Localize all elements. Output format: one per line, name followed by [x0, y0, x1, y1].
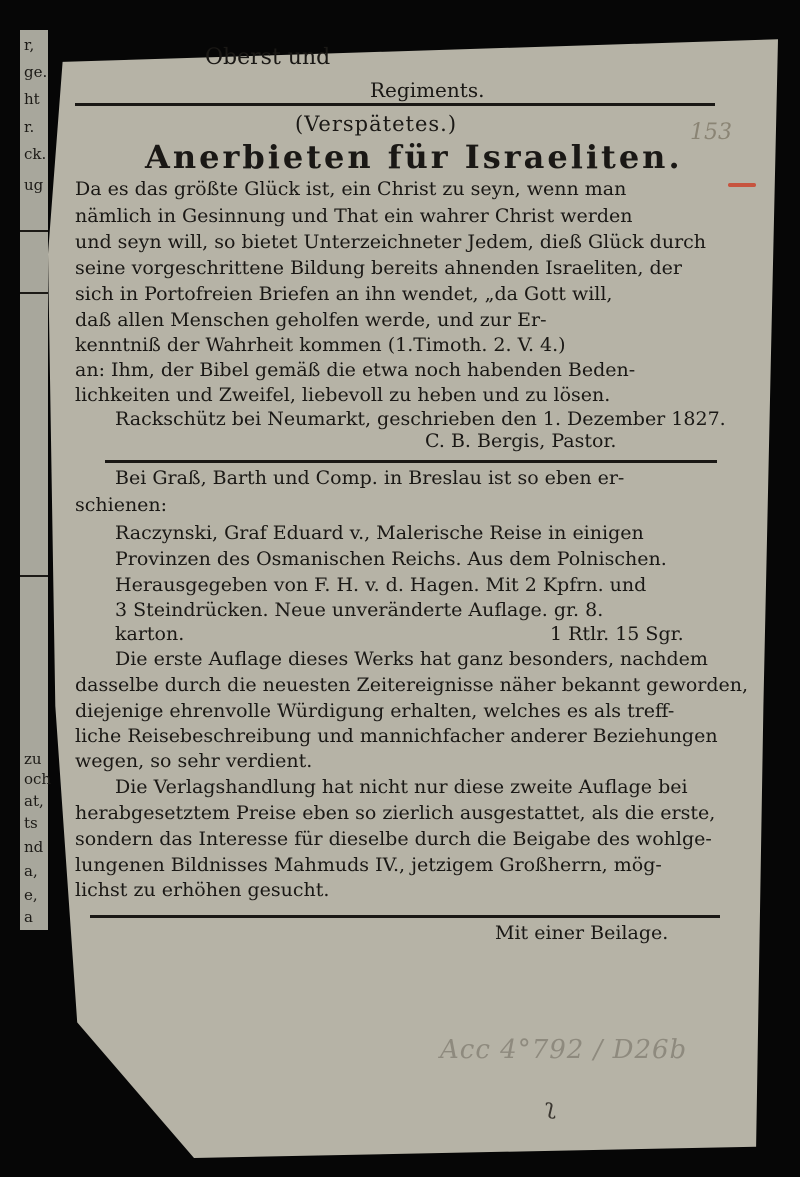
strip-fragment: at,	[24, 792, 44, 810]
adjacent-page-strip	[20, 30, 52, 930]
advert-paragraph-line: diejenige ehrenvolle Würdigung erhalten, welches es als treff-	[75, 700, 675, 722]
notice-headline: Anerbieten für Israeliten.	[145, 138, 683, 176]
book-price: 1 Rtlr. 15 Sgr.	[550, 623, 684, 645]
notice-line: seine vorgeschrittene Bildung bereits ahnenden Israeliten, der	[75, 257, 682, 279]
strip-fragment: ug	[24, 176, 44, 194]
strip-fragment: ht	[24, 90, 40, 108]
advert-paragraph-line: wegen, so sehr verdient.	[75, 750, 313, 772]
strip-fragment: r,	[24, 36, 35, 54]
header-regiments: Regiments.	[370, 78, 485, 102]
notice-signature: C. B. Bergis, Pastor.	[425, 430, 617, 452]
strip-fragment: a	[24, 908, 33, 926]
strip-fragment: e,	[24, 886, 38, 904]
strip-rule	[20, 230, 48, 232]
advert-intro-line: schienen:	[75, 494, 168, 516]
advert-paragraph-line: herabgesetztem Preise eben so zierlich ausgestattet, als die erste,	[75, 802, 716, 824]
page-number: 153	[690, 120, 732, 145]
strip-rule	[20, 575, 48, 577]
divider-rule	[105, 460, 717, 463]
advert-paragraph-line: sondern das Interesse für dieselbe durch die Beigabe des wohlge-	[75, 828, 712, 850]
strip-fragment: a,	[24, 862, 38, 880]
divider-rule	[90, 915, 720, 918]
strip-fragment: r.	[24, 118, 35, 136]
notice-place-date: Rackschütz bei Neumarkt, geschrieben den 1. Dezember 1827.	[115, 408, 726, 430]
advert-paragraph-line: lichst zu erhöhen gesucht.	[75, 879, 330, 901]
book-binding: karton.	[115, 623, 185, 645]
book-entry-line: Herausgegeben von F. H. v. d. Hagen. Mit 2 Kpfrn. und	[115, 574, 647, 596]
red-ink-mark	[728, 183, 756, 187]
notice-line: daß allen Menschen geholfen werde, und zur Er-	[75, 309, 547, 331]
strip-fragment: ge.	[24, 63, 48, 81]
advert-paragraph-line: Die Verlagshandlung hat nicht nur diese zweite Auflage bei	[115, 776, 688, 798]
notice-line: und seyn will, so bietet Unterzeichneter Jedem, dieß Glück durch	[75, 231, 707, 253]
strip-fragment: ck.	[24, 145, 47, 163]
book-entry-line: 3 Steindrücken. Neue unveränderte Auflage. gr. 8.	[115, 599, 604, 621]
advert-paragraph-line: dasselbe durch die neuesten Zeitereignisse näher bekannt geworden,	[75, 674, 749, 696]
notice-line: sich in Portofreien Briefen an ihn wendet, „da Gott will,	[75, 283, 613, 305]
notice-line: lichkeiten und Zweifel, liebevoll zu heben und zu lösen.	[75, 384, 611, 406]
advert-paragraph-line: Die erste Auflage dieses Werks hat ganz besonders, nachdem	[115, 648, 708, 670]
closing-note: Mit einer Beilage.	[495, 922, 669, 944]
notice-line: an: Ihm, der Bibel gemäß die etwa noch habenden Beden-	[75, 359, 636, 381]
notice-line: nämlich in Gesinnung und That ein wahrer Christ werden	[75, 205, 633, 227]
archive-pencil-mark: Acc 4°792 / D26b	[440, 1035, 688, 1065]
book-entry-line: Provinzen des Osmanischen Reichs. Aus dem Polnischen.	[115, 548, 667, 570]
strip-fragment: nd	[24, 838, 44, 856]
notice-line: Da es das größte Glück ist, ein Christ zu seyn, wenn man	[75, 178, 627, 200]
divider-rule	[75, 103, 715, 106]
advert-paragraph-line: lungenen Bildnisses Mahmuds IV., jetzigem Großherrn, mög-	[75, 854, 662, 876]
book-entry-line: Raczynski, Graf Eduard v., Malerische Reise in einigen	[115, 522, 644, 544]
advert-paragraph-line: liche Reisebeschreibung und mannichfacher anderer Beziehungen	[75, 725, 718, 747]
late-notice-tag: (Verspätetes.)	[295, 112, 458, 136]
pencil-scribble: ʅ	[545, 1095, 556, 1120]
header-fragment: Oberst und	[205, 45, 331, 70]
strip-fragment: zu	[24, 750, 42, 768]
notice-line: kenntniß der Wahrheit kommen (1.Timoth. 2. V. 4.)	[75, 334, 566, 356]
advert-intro-line: Bei Graß, Barth und Comp. in Breslau ist so eben er-	[115, 467, 625, 489]
strip-fragment: ts	[24, 814, 38, 832]
strip-rule	[20, 292, 48, 294]
strip-fragment: och	[24, 770, 52, 788]
